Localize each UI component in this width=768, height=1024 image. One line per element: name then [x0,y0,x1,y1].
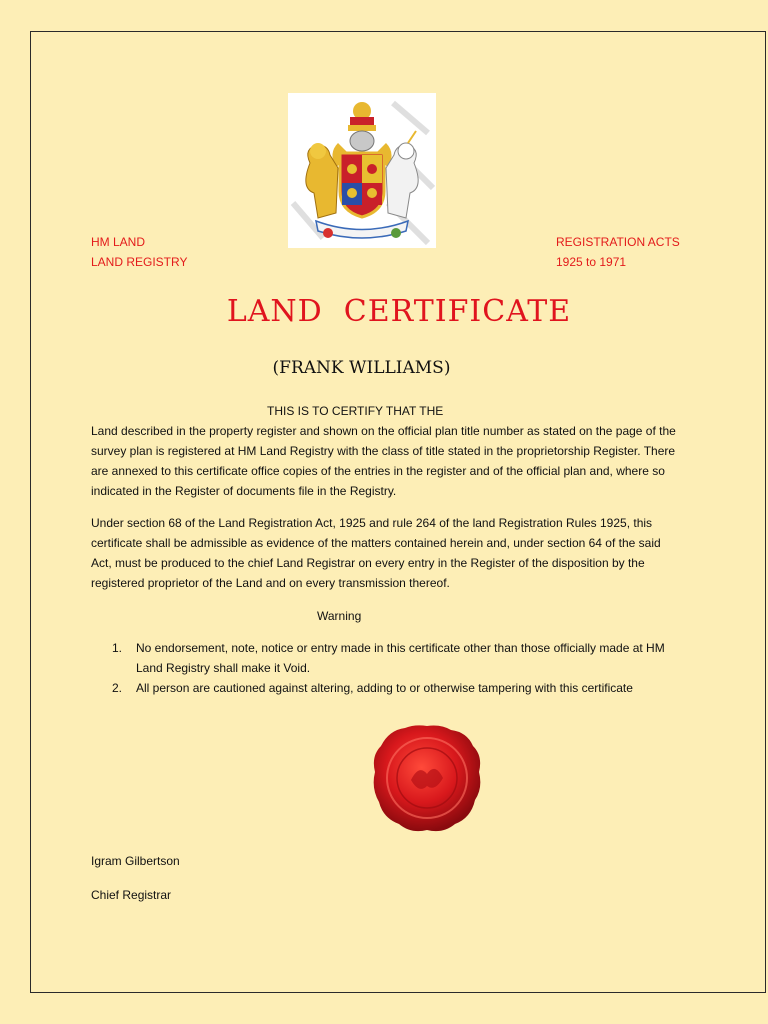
header-act-years: 1925 to 1971 [556,255,627,269]
warning-item-text: All person are cautioned against altering, adding to or otherwise tampering with this certificate [136,681,633,695]
warning-item [91,678,691,698]
warning-item-text: No endorsement, note, notice or entry made in this certificate other than those officially made at HM Land Registry shall make it Void. [136,641,665,675]
warning-item-number: 2. [112,681,123,695]
certificate-paragraph-1: Land described in the property register and shown on the official plan title number as stated on the page of the survey plan is registered at HM Land Registry with the class of title stated in the proprietorship Register. There are annexed to this certificate office copies of the entries in the register and of the official plan and, where so indicated in the Register of documents file in the Registry. [91,424,676,498]
signatory-title: Chief Registrar [91,888,172,902]
header-registration-acts: REGISTRATION ACTS [556,235,680,249]
red-wax-seal-icon [371,722,483,834]
royal-coat-of-arms-icon [288,93,436,248]
warning-heading: Warning [317,609,362,623]
warning-item [91,638,691,678]
certificate-title: LAND CERTIFICATE [226,294,572,329]
owner-name: (FRANK WILLIAMS) [272,358,451,378]
certificate-paragraph-2: Under section 68 of the Land Registration Act, 1925 and rule 264 of the land Registration Rules 1925, this certificate shall be admissible as evidence of the matters contained herein and, under section 64 of the said Act, must be produced to the chief Land Registrar on every entry in the Register of the disposition by the registered proprietor of the Land and on every transmission thereof. [91,516,661,590]
signatory-name: Igram Gilbertson [91,854,180,868]
header-hm-land: HM LAND [91,235,146,249]
header-left [91,232,187,272]
header-land-registry: LAND REGISTRY [91,255,188,269]
warning-item-number: 1. [112,641,123,655]
certificate-page [30,31,766,993]
warning-list [91,638,691,698]
header-right [556,232,680,272]
certify-heading: THIS IS TO CERTIFY THAT THE [267,404,444,418]
